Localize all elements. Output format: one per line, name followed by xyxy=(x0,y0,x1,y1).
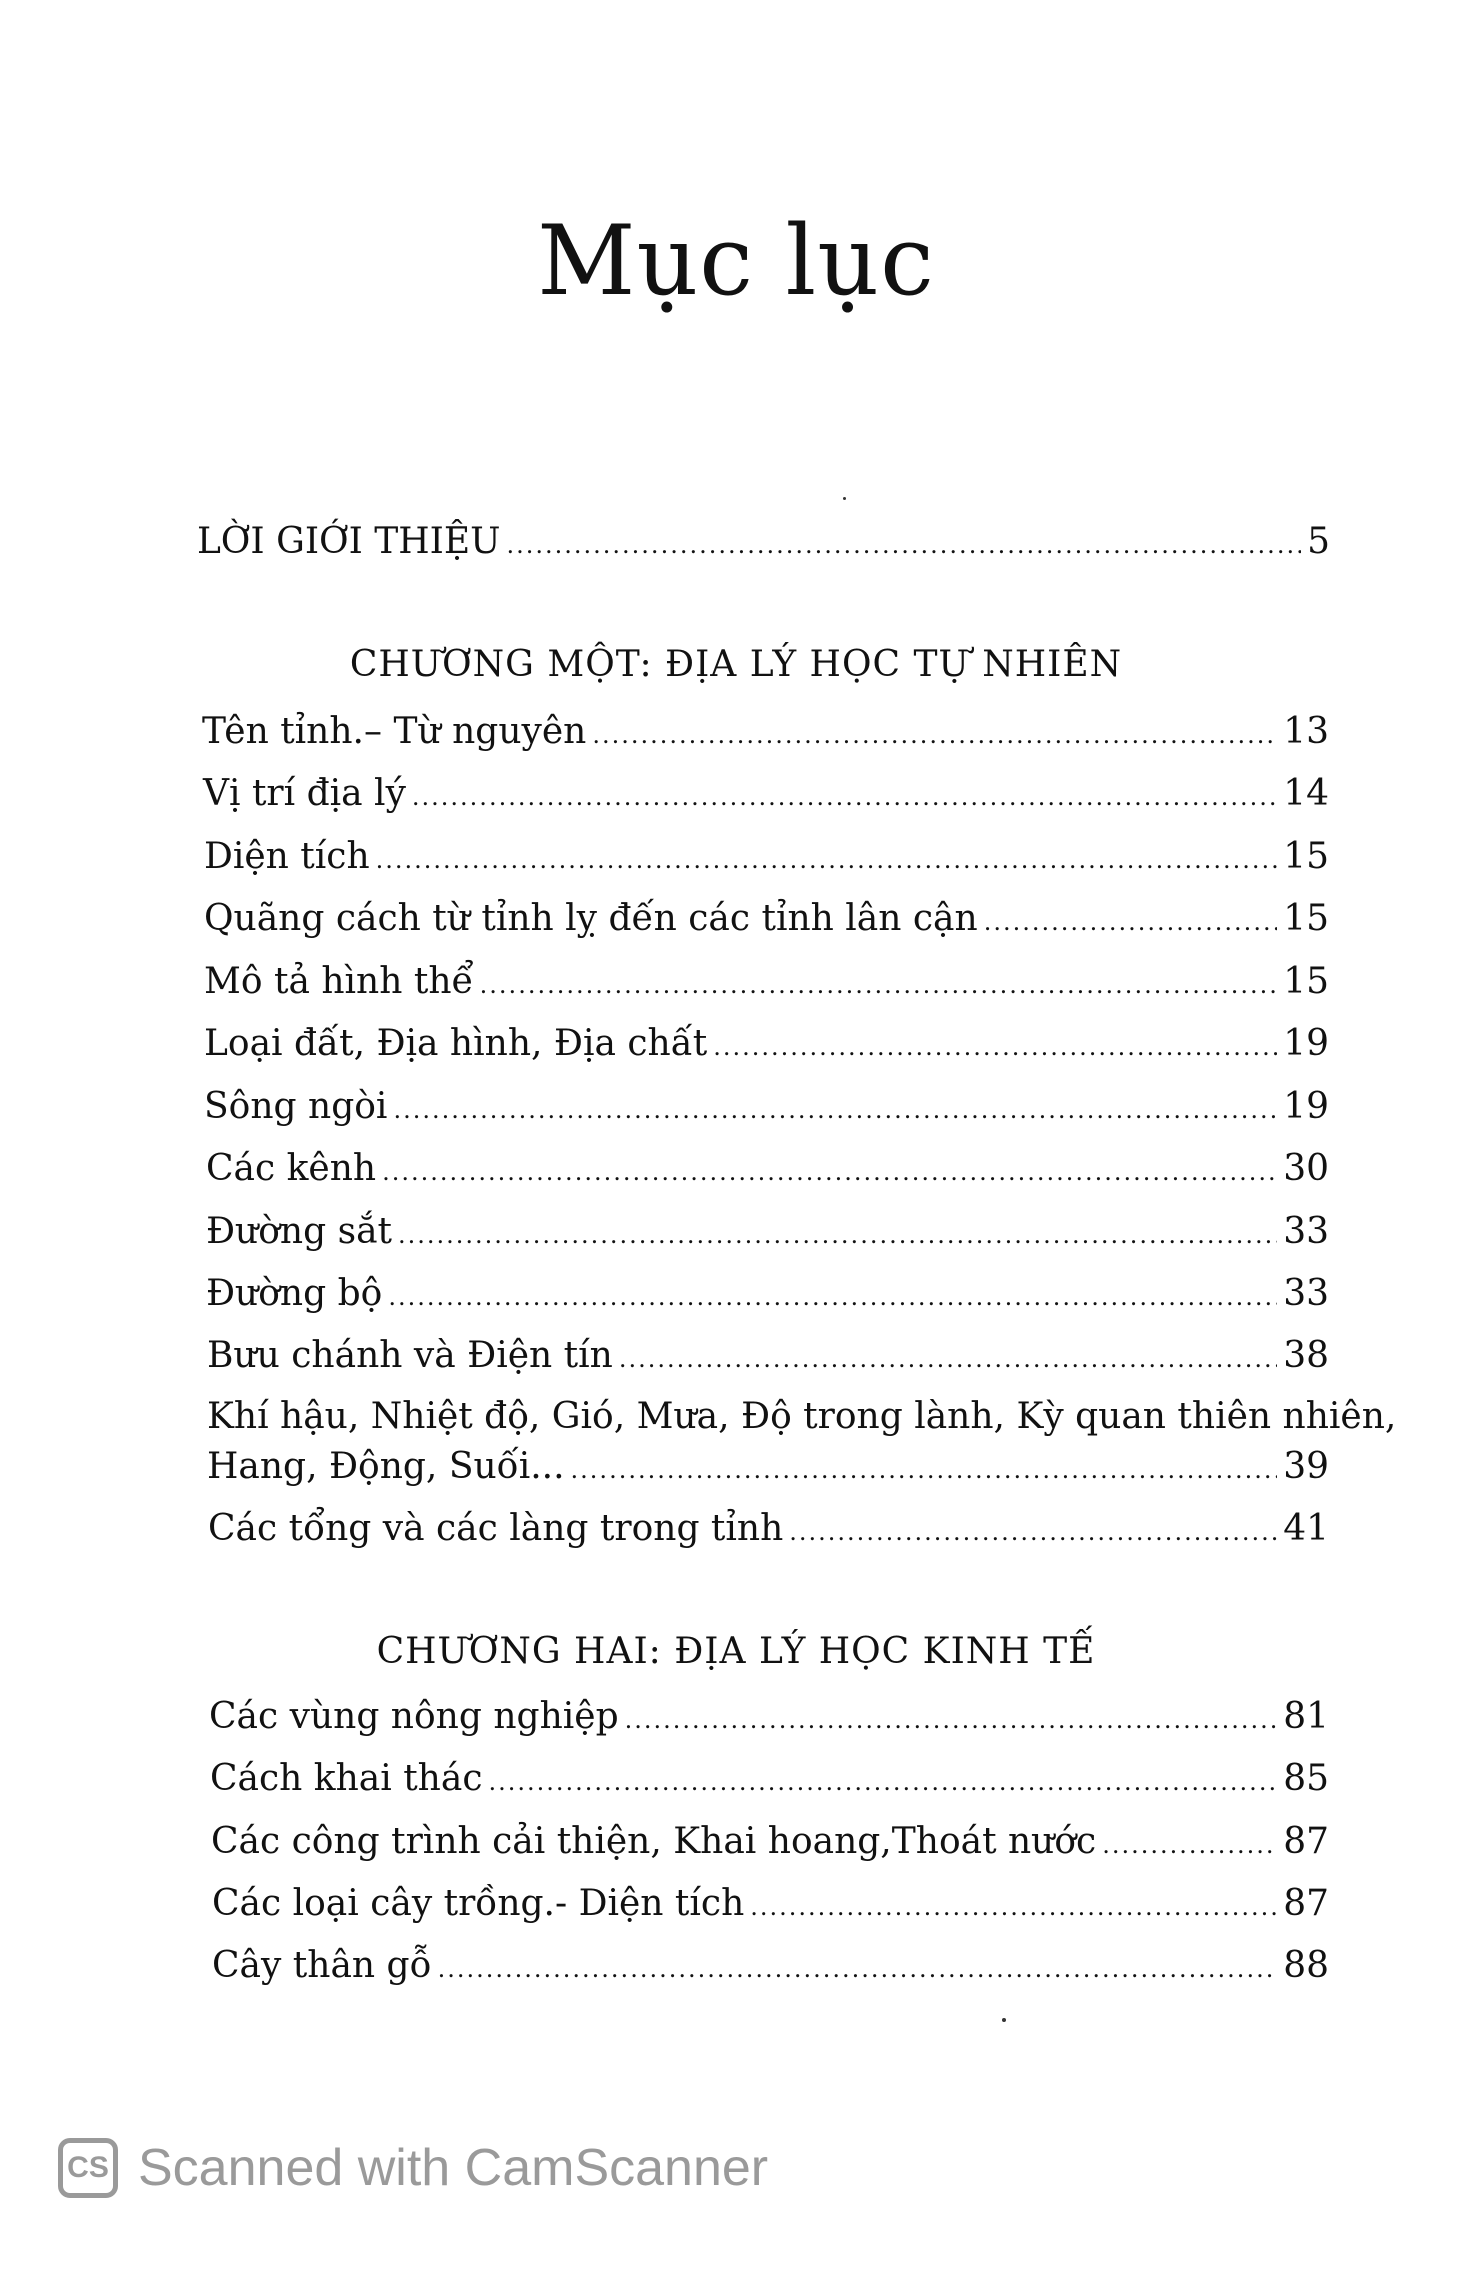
toc-entry[interactable] xyxy=(212,1882,1329,1926)
toc-entry-intro[interactable] xyxy=(197,520,1330,564)
scan-speck xyxy=(1002,2018,1006,2022)
chapter-heading: CHƯƠNG HAI: ĐỊA LÝ HỌC KINH TẾ xyxy=(376,1631,1096,1672)
toc-entry[interactable] xyxy=(204,1085,1329,1129)
toc-entry-label: Các tổng và các làng trong tỉnh xyxy=(208,1508,784,1549)
toc-entry-page: 30 xyxy=(1283,1148,1329,1189)
toc-entry[interactable] xyxy=(206,1147,1329,1191)
dot-leader xyxy=(750,1885,1277,1929)
toc-entry-page: 41 xyxy=(1283,1508,1329,1549)
toc-entry-label: LỜI GIỚI THIỆU xyxy=(197,521,501,562)
toc-entry[interactable] xyxy=(211,1820,1329,1864)
dot-leader xyxy=(480,963,1278,1007)
toc-entry-page: 85 xyxy=(1283,1758,1329,1799)
toc-entry[interactable] xyxy=(204,1022,1329,1066)
watermark-text: Scanned with CamScanner xyxy=(138,2139,769,2197)
toc-entry-label: Tên tỉnh.– Từ nguyên xyxy=(202,711,587,752)
toc-entry-page: 13 xyxy=(1283,711,1329,752)
dot-leader xyxy=(398,1213,1277,1257)
toc-entry[interactable] xyxy=(208,1507,1329,1551)
dot-leader xyxy=(984,900,1277,944)
toc-entry-page: 33 xyxy=(1283,1273,1329,1314)
toc-entry[interactable] xyxy=(204,835,1329,879)
chapter-heading: CHƯƠNG MỘT: ĐỊA LÝ HỌC TỰ NHIÊN xyxy=(349,644,1123,685)
toc-entry-page: 15 xyxy=(1283,836,1329,877)
toc-entry-label: Mô tả hình thể xyxy=(204,961,474,1002)
toc-entry-page: 87 xyxy=(1283,1883,1329,1924)
toc-entry-page: 33 xyxy=(1283,1211,1329,1252)
camscanner-logo-icon: CS xyxy=(58,2138,118,2198)
toc-entry-label: Diện tích xyxy=(204,836,370,877)
toc-entry-label-line1[interactable]: Khí hậu, Nhiệt độ, Gió, Mưa, Độ trong lành, Kỳ quan thiên nhiên, xyxy=(207,1396,1397,1437)
page-title: Mục lục xyxy=(537,205,935,317)
toc-entry-label: Loại đất, Địa hình, Địa chất xyxy=(204,1023,708,1064)
dot-leader xyxy=(619,1337,1277,1381)
dot-leader xyxy=(438,1947,1278,1991)
toc-entry-label: Đường bộ xyxy=(206,1273,383,1314)
dot-leader xyxy=(713,1025,1277,1069)
toc-entry-label: Các loại cây trồng.- Diện tích xyxy=(212,1883,745,1924)
toc-entry[interactable] xyxy=(202,710,1329,754)
toc-entry-label: Quãng cách từ tỉnh lỵ đến các tỉnh lân cận xyxy=(204,898,978,939)
toc-entry-label: Các vùng nông nghiệp xyxy=(209,1696,619,1737)
toc-entry-page: 19 xyxy=(1283,1086,1329,1127)
toc-entry-page: 5 xyxy=(1307,521,1330,562)
toc-entry-page: 88 xyxy=(1283,1945,1329,1986)
toc-entry[interactable] xyxy=(206,1272,1329,1316)
toc-entry-label: Sông ngòi xyxy=(204,1086,388,1127)
toc-entry-page: 19 xyxy=(1283,1023,1329,1064)
dot-leader xyxy=(376,838,1278,882)
toc-entry-label: Vị trí địa lý xyxy=(203,773,406,814)
toc-entry-label: Các kênh xyxy=(206,1148,377,1189)
dot-leader xyxy=(382,1150,1277,1194)
toc-entry[interactable] xyxy=(207,1334,1329,1378)
dot-leader xyxy=(507,523,1302,567)
toc-entry-page: 15 xyxy=(1283,961,1329,1002)
toc-entry-label: Đường sắt xyxy=(206,1211,392,1252)
dot-leader xyxy=(789,1510,1277,1554)
dot-leader xyxy=(571,1448,1278,1492)
toc-entry[interactable] xyxy=(207,1445,1329,1489)
dot-leader xyxy=(393,1088,1277,1132)
toc-entry[interactable] xyxy=(203,772,1329,816)
toc-entry[interactable] xyxy=(210,1757,1329,1801)
toc-entry[interactable] xyxy=(212,1944,1329,1988)
toc-entry-label: Hang, Động, Suối... xyxy=(207,1446,565,1487)
toc-entry[interactable] xyxy=(209,1695,1329,1739)
camscanner-watermark xyxy=(58,2138,768,2198)
toc-entry[interactable] xyxy=(204,897,1329,941)
toc-entry-page: 81 xyxy=(1283,1696,1329,1737)
toc-entry-label: Bưu chánh và Điện tín xyxy=(207,1335,613,1376)
toc-entry[interactable] xyxy=(204,960,1329,1004)
dot-leader xyxy=(1102,1823,1277,1867)
dot-leader xyxy=(592,713,1277,757)
toc-entry-page: 38 xyxy=(1283,1335,1329,1376)
toc-entry-label: Cây thân gỗ xyxy=(212,1945,432,1986)
toc-entry-label: Các công trình cải thiện, Khai hoang,Thoát nước xyxy=(211,1821,1097,1862)
dot-leader xyxy=(388,1275,1277,1319)
toc-entry-page: 39 xyxy=(1283,1446,1329,1487)
toc-entry-page: 14 xyxy=(1283,773,1329,814)
dot-leader xyxy=(625,1698,1278,1742)
dot-leader xyxy=(489,1760,1278,1804)
toc-entry-label: Cách khai thác xyxy=(210,1758,483,1799)
toc-entry-page: 15 xyxy=(1283,898,1329,939)
dot-leader xyxy=(412,775,1277,819)
scan-speck xyxy=(843,497,846,500)
toc-entry[interactable] xyxy=(206,1210,1329,1254)
toc-entry-page: 87 xyxy=(1283,1821,1329,1862)
